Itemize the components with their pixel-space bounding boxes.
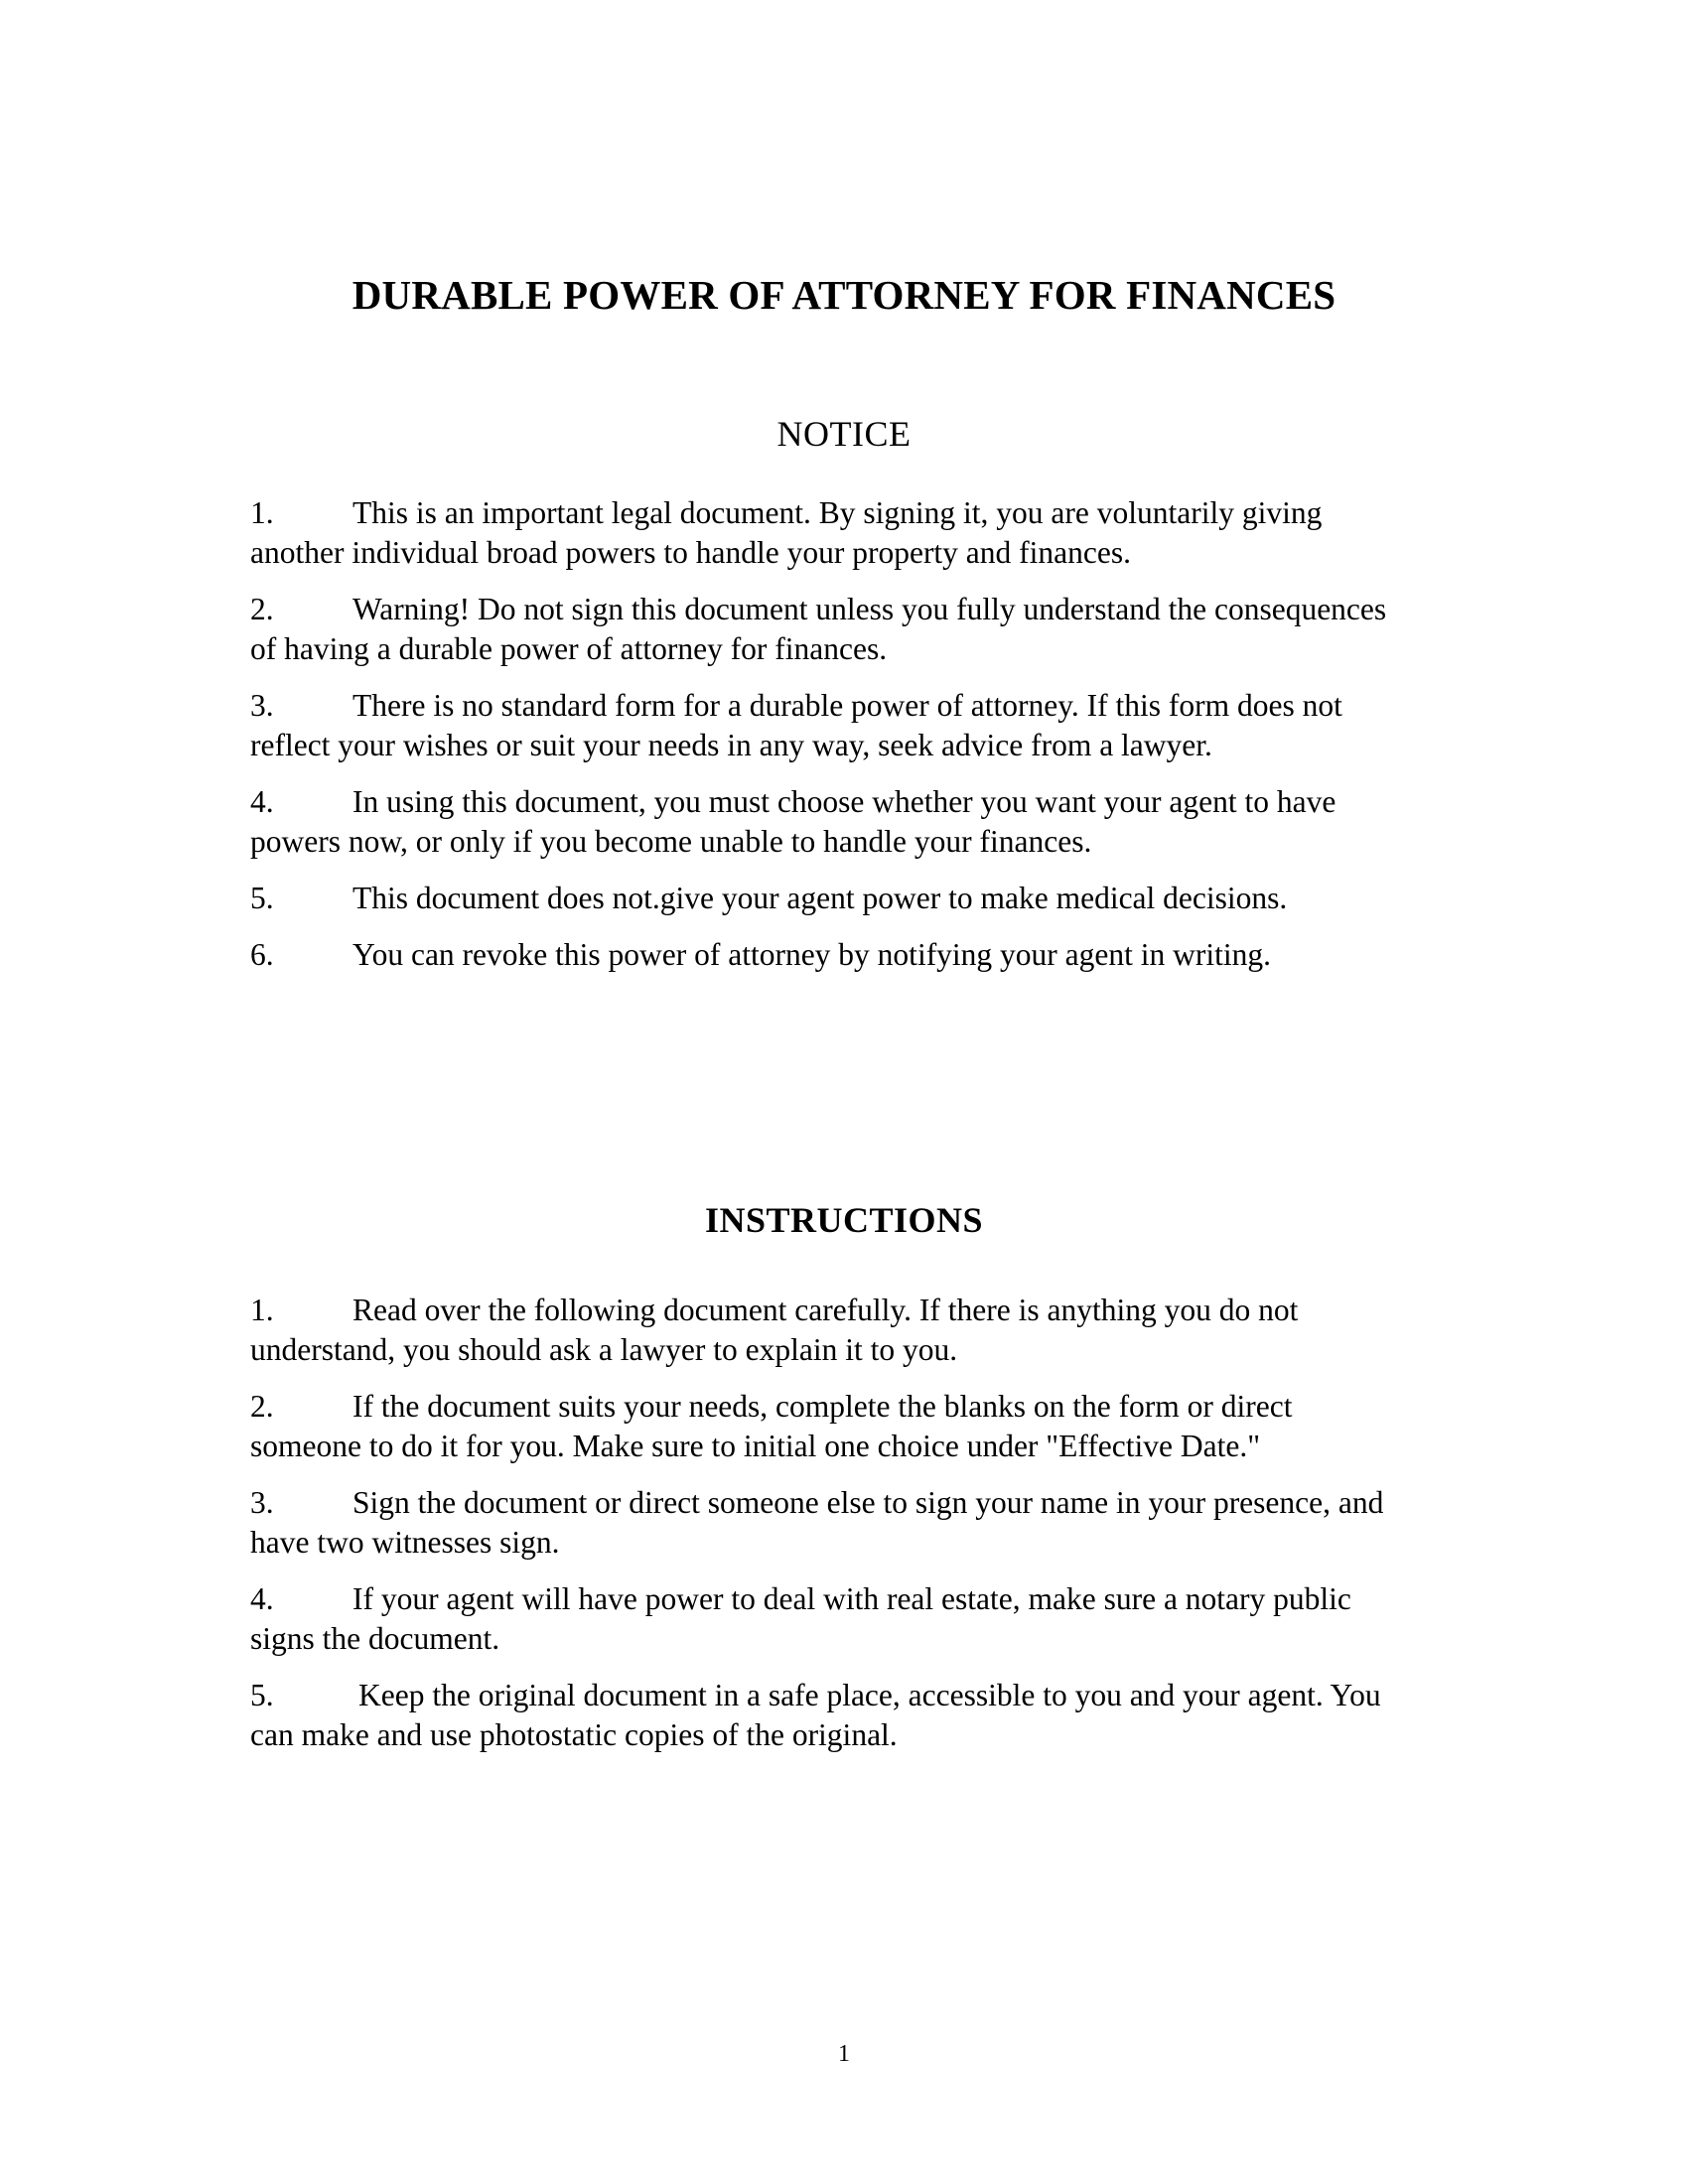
section-heading-instructions [0,1201,1688,1241]
instructions-section-body [250,1291,1402,1772]
section-heading-notice [0,415,1688,455]
numbered-item [250,782,1402,862]
item-text: There is no standard form for a durable power of attorney. If this form does not reflect your wishes or suit your needs in any way, seek advice from a lawyer. [250,688,1342,762]
page-title: DURABLE POWER OF ATTORNEY FOR FINANCES [352,272,1336,319]
numbered-item [250,686,1402,765]
item-number: 1. [250,1293,274,1327]
numbered-item [250,493,1402,573]
item-text: Keep the original document in a safe place, accessible to you and your agent. You can make and use photostatic copies of the original. [250,1678,1381,1752]
item-number: 2. [250,1389,274,1424]
numbered-item [250,935,1402,975]
numbered-item [250,1387,1402,1466]
numbered-item [250,1483,1402,1563]
item-text: If the document suits your needs, complete the blanks on the form or direct someone to do it for you. Make sure to initial one choice under "Effective Date." [250,1389,1293,1463]
item-text: You can revoke this power of attorney by notifying your agent in writing. [352,937,1272,972]
item-number: 3. [250,688,274,723]
item-number: 1. [250,495,274,530]
item-number: 4. [250,1581,274,1616]
numbered-item [250,879,1402,918]
item-text: This is an important legal document. By signing it, you are voluntarily giving another individual broad powers to handle your property and finances. [250,495,1323,570]
numbered-item [250,1579,1402,1659]
item-text: In using this document, you must choose whether you want your agent to have powers now, or only if you become unable to handle your finances. [250,784,1336,859]
item-text: If your agent will have power to deal with real estate, make sure a notary public signs the document. [250,1581,1351,1656]
numbered-item [250,590,1402,669]
instructions-heading-label: INSTRUCTIONS [704,1200,984,1240]
item-text: This document does not.give your agent power to make medical decisions. [352,881,1288,915]
numbered-item [250,1291,1402,1370]
item-number: 2. [250,592,274,626]
item-number: 3. [250,1485,274,1520]
item-text: Read over the following document carefully. If there is anything you do not understand, you should ask a lawyer to explain it to you. [250,1293,1299,1367]
item-number: 5. [250,881,274,915]
notice-section-body [250,493,1402,992]
item-text: Sign the document or direct someone else to sign your name in your presence, and have two witnesses sign. [250,1485,1384,1560]
item-number: 6. [250,937,274,972]
item-number: 5. [250,1678,274,1712]
item-number: 4. [250,784,274,819]
numbered-item [250,1676,1402,1755]
item-text: Warning! Do not sign this document unless you fully understand the consequences of having a durable power of attorney for finances. [250,592,1387,666]
page-number: 1 [838,2041,850,2067]
notice-heading-label: NOTICE [776,414,912,454]
